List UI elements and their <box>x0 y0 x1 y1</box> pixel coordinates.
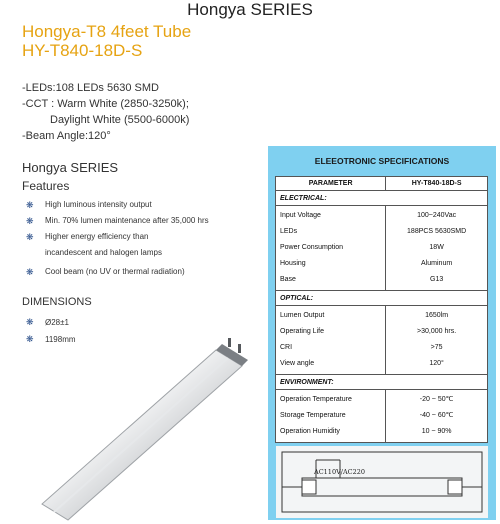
column-header-parameter: PARAMETER <box>276 177 386 191</box>
param-values: 100~240Vac 188PCS 5630SMD 18W Aluminum G13 <box>386 206 488 291</box>
param-labels: Lumen Output Operating Life CRI View angle <box>276 306 386 375</box>
bullet-icon: ❋ <box>26 232 34 242</box>
features-heading: Features <box>22 179 70 193</box>
product-heading <box>22 22 191 60</box>
feature-item: ❋ Cool beam (no UV or thermal radiation) <box>22 264 262 280</box>
led-tube-image <box>20 332 270 524</box>
table-row <box>276 306 488 375</box>
param-labels: Input Voltage LEDs Power Consumption Housing Base <box>276 206 386 291</box>
dimensions-heading: DIMENSIONS <box>22 296 92 308</box>
column-header-model: HY-T840-18D-S <box>386 177 488 191</box>
spec-leds: -LEDs:108 LEDs 5630 SMD <box>22 82 159 94</box>
dimension-item: ❋ 1198mm <box>22 331 76 348</box>
feature-item: ❋ High luminous intensity output <box>22 197 262 213</box>
bullet-icon: ❋ <box>26 216 34 226</box>
bullet-icon: ❋ <box>26 267 34 277</box>
feature-item: ❋ Min. 70% lumen maintenance after 35,000 hrs <box>22 213 262 229</box>
spec-table <box>275 176 488 443</box>
table-row <box>276 390 488 443</box>
key-specs <box>22 80 189 144</box>
product-model: HY-T840-18D-S <box>22 41 143 60</box>
table-row <box>276 206 488 291</box>
product-name: Hongya-T8 4feet Tube <box>22 22 192 41</box>
param-values: 1650lm >30,000 hrs. >75 120° <box>386 306 488 375</box>
section-row-electrical: ELECTRICAL: <box>276 191 488 206</box>
feature-item-continuation: incandescent and halogen lamps <box>45 248 162 257</box>
dimension-item: ❋ Ø28±1 <box>22 314 76 331</box>
param-labels: Operation Temperature Storage Temperature Operation Humidity <box>276 390 386 443</box>
bullet-icon: ❋ <box>26 317 34 327</box>
features-series-title: Hongya SERIES <box>22 160 119 175</box>
spec-beam-angle: -Beam Angle:120° <box>22 130 111 142</box>
wiring-label: AC110V/AC220 <box>314 468 366 476</box>
table-header-row <box>276 177 488 191</box>
spec-card-title: ELEEOTRONIC SPECIFICATIONS <box>314 156 450 166</box>
bullet-icon: ❋ <box>26 334 34 344</box>
feature-item: ❋ Higher energy efficiency than <box>22 229 262 245</box>
param-values: -20 ~ 50℃ -40 ~ 60℃ 10 ~ 90% <box>386 390 488 443</box>
bullet-icon: ❋ <box>26 200 34 210</box>
features-list <box>22 197 262 280</box>
spec-cct-daylight: Daylight White (5500-6000k) <box>50 114 190 126</box>
series-title: Hongya SERIES <box>187 0 313 19</box>
wiring-diagram <box>276 446 488 518</box>
section-row-environment: ENVIRONMENT: <box>276 375 488 390</box>
section-row-optical: OPTICAL: <box>276 291 488 306</box>
spec-cct-warm: -CCT : Warm White (2850-3250k); <box>22 98 189 110</box>
wiring-diagram-drawing <box>276 446 488 518</box>
